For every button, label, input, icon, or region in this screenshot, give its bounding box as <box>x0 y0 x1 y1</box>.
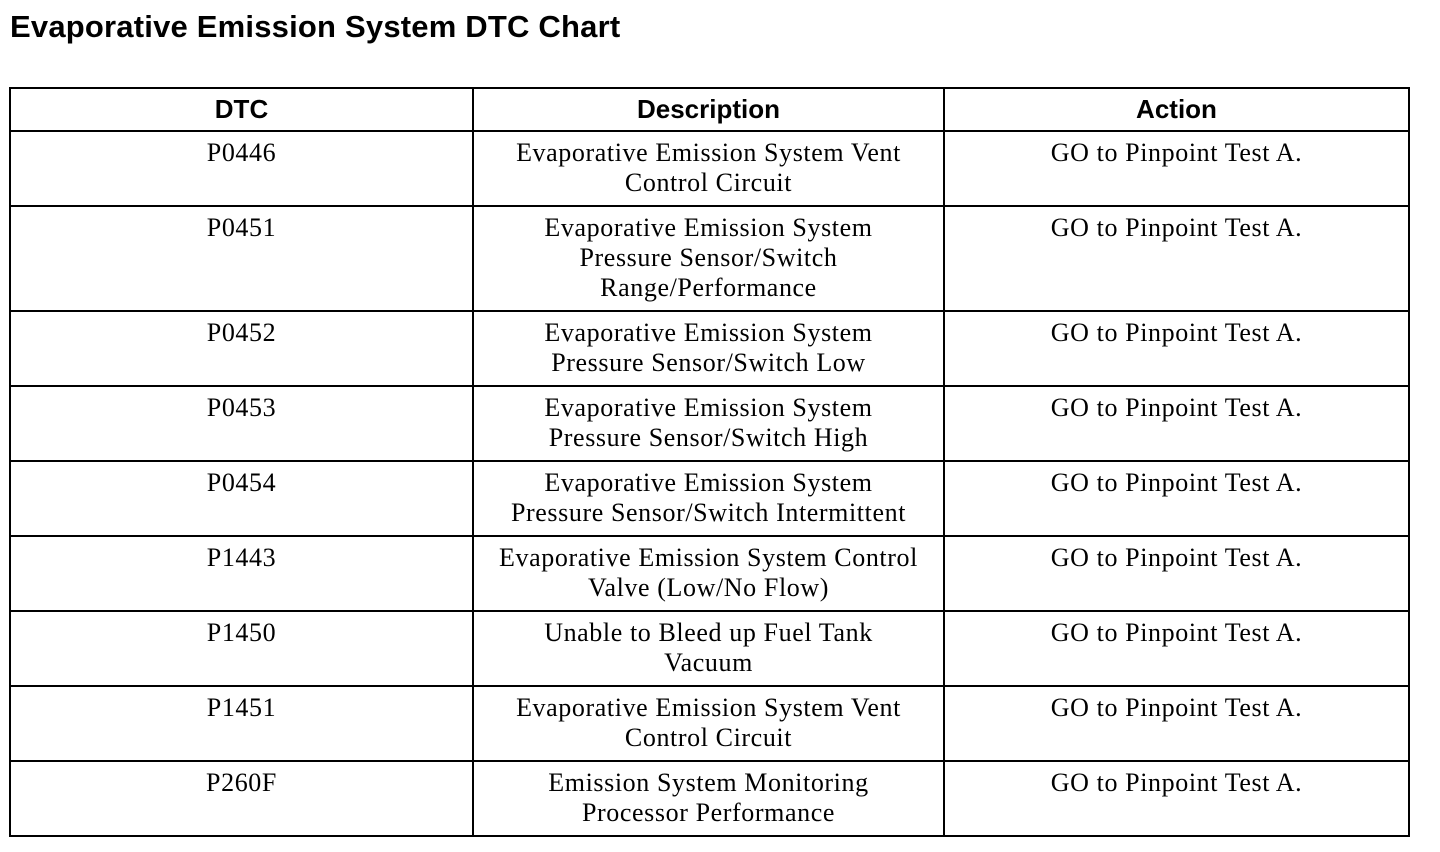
description-cell: Unable to Bleed up Fuel Tank Vacuum <box>473 611 944 686</box>
action-cell: GO to Pinpoint Test A. <box>944 461 1409 536</box>
action-cell: GO to Pinpoint Test A. <box>944 206 1409 311</box>
table-row <box>10 536 1409 611</box>
action-cell: GO to Pinpoint Test A. <box>944 761 1409 836</box>
table-row <box>10 311 1409 386</box>
dtc-code-cell: P0451 <box>10 206 473 311</box>
table-row <box>10 386 1409 461</box>
dtc-code-cell: P1451 <box>10 686 473 761</box>
table-row <box>10 611 1409 686</box>
action-cell: GO to Pinpoint Test A. <box>944 686 1409 761</box>
page-title: Evaporative Emission System DTC Chart <box>10 9 621 44</box>
description-cell: Emission System Monitoring Processor Performance <box>473 761 944 836</box>
action-cell: GO to Pinpoint Test A. <box>944 611 1409 686</box>
description-cell: Evaporative Emission System Pressure Sensor/Switch Intermittent <box>473 461 944 536</box>
dtc-code-cell: P1443 <box>10 536 473 611</box>
dtc-code-cell: P1450 <box>10 611 473 686</box>
action-cell: GO to Pinpoint Test A. <box>944 536 1409 611</box>
dtc-code-cell: P0452 <box>10 311 473 386</box>
description-cell: Evaporative Emission System Vent Control Circuit <box>473 686 944 761</box>
table-header-row <box>10 88 1409 131</box>
column-header-dtc: DTC <box>10 88 473 131</box>
description-cell: Evaporative Emission System Pressure Sensor/Switch Low <box>473 311 944 386</box>
description-cell: Evaporative Emission System Pressure Sensor/Switch High <box>473 386 944 461</box>
table-row <box>10 131 1409 206</box>
action-cell: GO to Pinpoint Test A. <box>944 131 1409 206</box>
dtc-code-cell: P0446 <box>10 131 473 206</box>
table-row <box>10 206 1409 311</box>
column-header-description: Description <box>473 88 944 131</box>
action-cell: GO to Pinpoint Test A. <box>944 311 1409 386</box>
table-row <box>10 761 1409 836</box>
description-cell: Evaporative Emission System Control Valve (Low/No Flow) <box>473 536 944 611</box>
action-cell: GO to Pinpoint Test A. <box>944 386 1409 461</box>
description-cell: Evaporative Emission System Pressure Sensor/Switch Range/Performance <box>473 206 944 311</box>
dtc-code-cell: P260F <box>10 761 473 836</box>
table-row <box>10 686 1409 761</box>
table-row <box>10 461 1409 536</box>
description-cell: Evaporative Emission System Vent Control Circuit <box>473 131 944 206</box>
dtc-code-cell: P0453 <box>10 386 473 461</box>
dtc-table <box>9 87 1410 837</box>
column-header-action: Action <box>944 88 1409 131</box>
dtc-code-cell: P0454 <box>10 461 473 536</box>
